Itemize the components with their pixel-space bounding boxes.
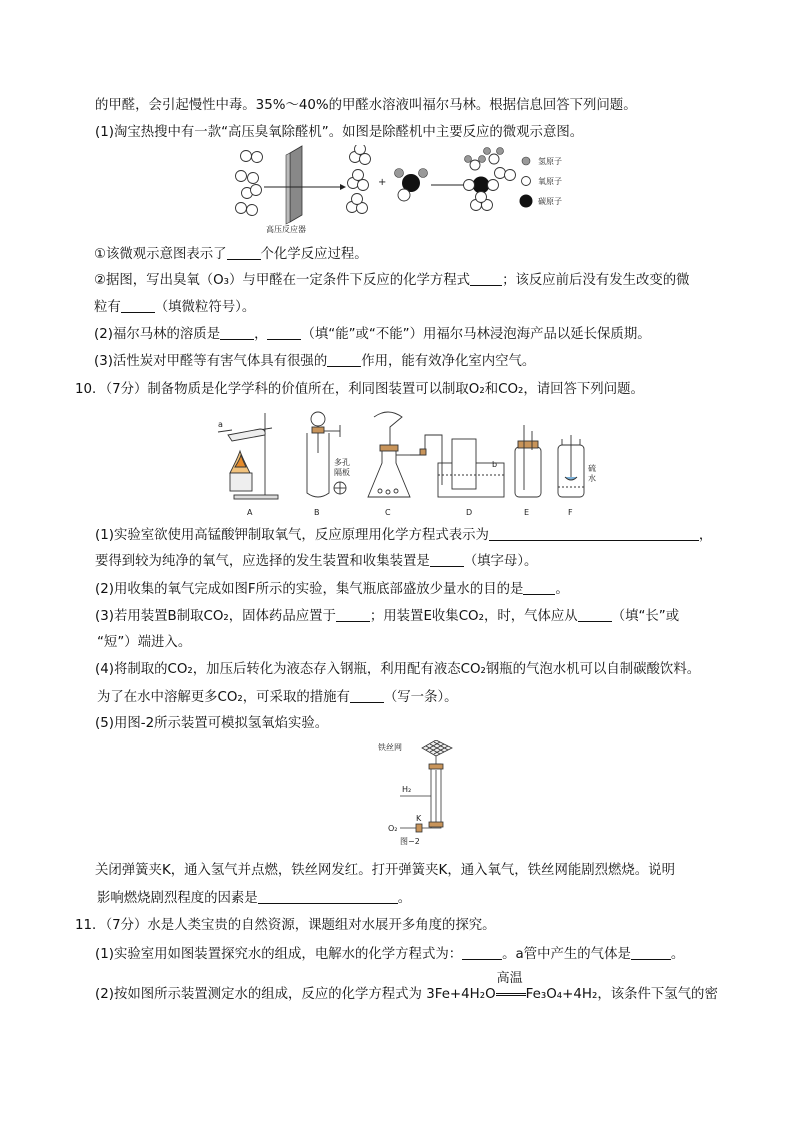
reaction-micro-diagram [228, 145, 588, 237]
q9-2: (2)福尔马林的溶质是 ， （填“能”或“不能”）用福尔马林浸泡海产品以延长保质期。 [94, 327, 651, 342]
fig2-caption: 图−2 [400, 837, 420, 846]
answer-blank[interactable] [327, 352, 361, 367]
formaldehyde-molecule [395, 169, 428, 202]
q11-heading: 11．（7分）水是人类宝贵的自然资源，课题组对水展开多角度的探究。 [75, 918, 496, 933]
apparatus-figure [210, 405, 610, 523]
plus-sign: + [378, 177, 387, 188]
sulfur-label-2: 水 [588, 474, 596, 483]
label-a-tube: a [218, 420, 223, 429]
q9-3: (3)活性炭对甲醛等有害气体具有很强的 作用，能有效净化室内空气。 [94, 354, 536, 369]
iron-mesh [422, 740, 452, 756]
answer-blank[interactable] [258, 889, 398, 904]
label-A: A [247, 508, 253, 517]
porous-plate-label-2: 隔板 [334, 468, 350, 477]
oxyhydrogen-figure [378, 740, 478, 852]
q10-1b: 要得到较为纯净的氧气，应选择的发生装置和收集装置是 （填字母）。 [95, 554, 538, 569]
q10-3a: (3)若用装置B制取CO₂，固体药品应置于 ；用装置E收集CO₂，时，气体应从 （填“长”或 [95, 609, 680, 624]
answer-blank[interactable] [267, 325, 301, 340]
label-B: B [314, 508, 320, 517]
q10-5: (5)用图-2所示装置可模拟氢氧焰实验。 [95, 716, 329, 731]
legend-carbon: 碳原子 [538, 197, 562, 206]
label-F: F [568, 508, 573, 517]
q9-1-1: ①该微观示意图表示了 个化学反应过程。 [94, 247, 368, 262]
q9-1-2: ②据图，写出臭氧（O₃）与甲醛在一定条件下反应的化学方程式 ；该反应前后没有发生改变的微 [94, 273, 690, 288]
q10-1a: (1)实验室欲使用高锰酸钾制取氧气，反应原理用化学方程式表示为 ， [95, 528, 713, 543]
sulfur-label-1: 硫 [588, 464, 596, 473]
answer-blank[interactable] [121, 298, 155, 313]
intro-line: 的甲醛，会引起慢性中毒。35%～40%的甲醛水溶液叫福尔马林。根据信息回答下列问题。 [95, 98, 637, 113]
q10-heading: 10．（7分）制备物质是化学学科的价值所在，利同图装置可以制取O₂和CO₂，请回答下列问题。 [75, 382, 644, 397]
apparatus-d [410, 435, 504, 497]
q9-1-3: 粒有 （填微粒符号）。 [94, 300, 256, 315]
q10-6a: 关闭弹簧夹K，通入氢气并点燃，铁丝网发红。打开弹簧夹K，通入氧气，铁丝网能剧烈燃烧。说明 [95, 863, 675, 878]
q10-4a: (4)将制取的CO₂，加压后转化为液态存入钢瓶，利用配有液态CO₂钢瓶的气泡水机可以自制碳酸饮料。 [95, 662, 701, 677]
q10-3b: “短”）端进入。 [97, 635, 192, 650]
label-D: D [466, 508, 473, 517]
apparatus-e [515, 425, 541, 497]
q10-6b: 影响燃烧剧烈程度的因素是 。 [97, 891, 412, 906]
mesh-label: 铁丝网 [378, 743, 402, 752]
reaction-condition: 高温 [496, 986, 526, 1004]
answer-blank[interactable] [462, 945, 502, 960]
q11-1: (1)实验室用如图装置探究水的组成，电解水的化学方程式为： 。a管中产生的气体是 。 [95, 947, 685, 962]
o2-label: O₂ [388, 824, 398, 833]
apparatus-c [368, 412, 410, 497]
reactor-label: 高压反应器 [266, 225, 306, 234]
label-b-tube: b [492, 460, 498, 469]
label-C: C [385, 508, 391, 517]
answer-blank[interactable] [430, 552, 464, 567]
ozone-molecules [347, 145, 371, 214]
k-label: K [416, 814, 422, 823]
answer-blank[interactable] [350, 688, 384, 703]
legend-oxygen: 氧原子 [538, 177, 562, 186]
answer-blank[interactable] [336, 607, 370, 622]
answer-blank[interactable] [523, 580, 555, 595]
porous-plate-label-1: 多孔 [334, 458, 350, 467]
legend-hydrogen: 氢原子 [538, 157, 562, 166]
atom-legend [520, 156, 563, 208]
q11-2: (2)按如图所示装置测定水的组成，反应的化学方程式为 3Fe+4H₂O 高温 Fe₃O₄+4H₂，该条件下氢气的密 [95, 971, 718, 1002]
product-molecules [464, 148, 516, 211]
apparatus-b [307, 412, 346, 497]
answer-blank[interactable] [631, 945, 671, 960]
answer-blank[interactable] [227, 245, 261, 260]
q10-4b: 为了在水中溶解更多CO₂，可采取的措施有 （写一条）。 [97, 690, 458, 705]
apparatus-f [558, 435, 584, 497]
answer-blank[interactable] [220, 325, 254, 340]
oxygen-molecules-left [236, 151, 263, 216]
answer-blank[interactable] [578, 607, 612, 622]
high-pressure-reactor [286, 146, 302, 224]
q10-2: (2)用收集的氧气完成如图F所示的实验，集气瓶底部盛放少量水的目的是 。 [95, 582, 569, 597]
apparatus-a [218, 413, 278, 499]
answer-blank[interactable] [470, 271, 502, 286]
label-E: E [524, 508, 530, 517]
q9-part1-text: (1)淘宝热搜中有一款“高压臭氧除醛机”。如图是除醛机中主要反应的微观示意图。 [95, 125, 584, 140]
answer-blank[interactable] [489, 526, 699, 541]
h2-label: H₂ [402, 785, 412, 794]
